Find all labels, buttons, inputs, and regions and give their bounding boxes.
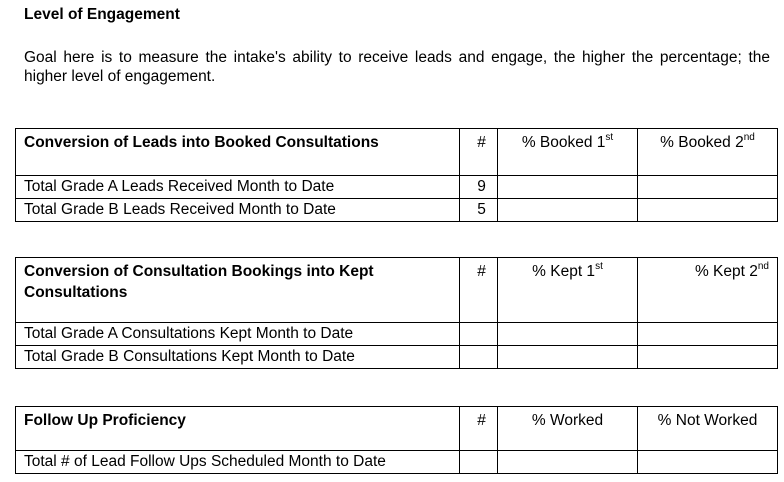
row-cell: [498, 346, 638, 369]
booked-first-header: [498, 129, 638, 176]
header-superscript: nd: [743, 132, 755, 143]
table-title: Conversion of Leads into Booked Consultations: [16, 129, 460, 176]
consultations-kept-table: [15, 257, 778, 369]
header-text: % Booked 2: [660, 134, 744, 151]
table-header-row: [16, 129, 778, 176]
table-row: [16, 346, 778, 369]
table-title: Conversion of Consultation Bookings into Kept Consultations: [16, 258, 460, 323]
row-count: 5: [460, 199, 498, 222]
row-cell: [498, 176, 638, 199]
booked-second-header: [638, 129, 778, 176]
row-count: [460, 451, 498, 474]
leads-conversion-table: [15, 128, 778, 222]
row-cell: [638, 199, 778, 222]
header-superscript: nd: [757, 261, 769, 272]
row-cell: [498, 199, 638, 222]
kept-first-header: [498, 258, 638, 323]
table-header-row: [16, 258, 778, 323]
table-row: [16, 323, 778, 346]
row-cell: [638, 451, 778, 474]
row-count: [460, 346, 498, 369]
count-header: #: [460, 258, 498, 323]
count-header: #: [460, 407, 498, 451]
count-header: #: [460, 129, 498, 176]
row-label: Total # of Lead Follow Ups Scheduled Month to Date: [16, 451, 460, 474]
follow-up-proficiency-table: [15, 406, 778, 474]
table-row: [16, 176, 778, 199]
header-text: % Kept 1: [532, 263, 596, 280]
header-text: % Worked: [531, 412, 604, 429]
table-header-row: [16, 407, 778, 451]
kept-second-header: [638, 258, 778, 323]
row-label: Total Grade A Consultations Kept Month to Date: [16, 323, 460, 346]
row-cell: [638, 323, 778, 346]
table-row: [16, 199, 778, 222]
row-cell: [498, 323, 638, 346]
row-count: 9: [460, 176, 498, 199]
row-cell: [498, 451, 638, 474]
row-label: Total Grade B Consultations Kept Month to Date: [16, 346, 460, 369]
row-cell: [638, 176, 778, 199]
row-count: [460, 323, 498, 346]
not-worked-header: [638, 407, 778, 451]
worked-header: [498, 407, 638, 451]
table-row: [16, 451, 778, 474]
header-text: % Booked 1: [521, 134, 606, 151]
section-heading: Level of Engagement: [24, 6, 180, 23]
header-text: % Not Worked: [657, 412, 758, 429]
table-title: Follow Up Proficiency: [16, 407, 460, 451]
header-superscript: st: [595, 261, 603, 272]
row-label: Total Grade B Leads Received Month to Date: [16, 199, 460, 222]
header-superscript: st: [605, 132, 614, 143]
row-label: Total Grade A Leads Received Month to Date: [16, 176, 460, 199]
intro-paragraph: Goal here is to measure the intake's ability to receive leads and engage, the higher the percentage; the higher level of engagement.: [24, 49, 770, 85]
header-text: % Kept 2: [694, 263, 758, 280]
row-cell: [638, 346, 778, 369]
